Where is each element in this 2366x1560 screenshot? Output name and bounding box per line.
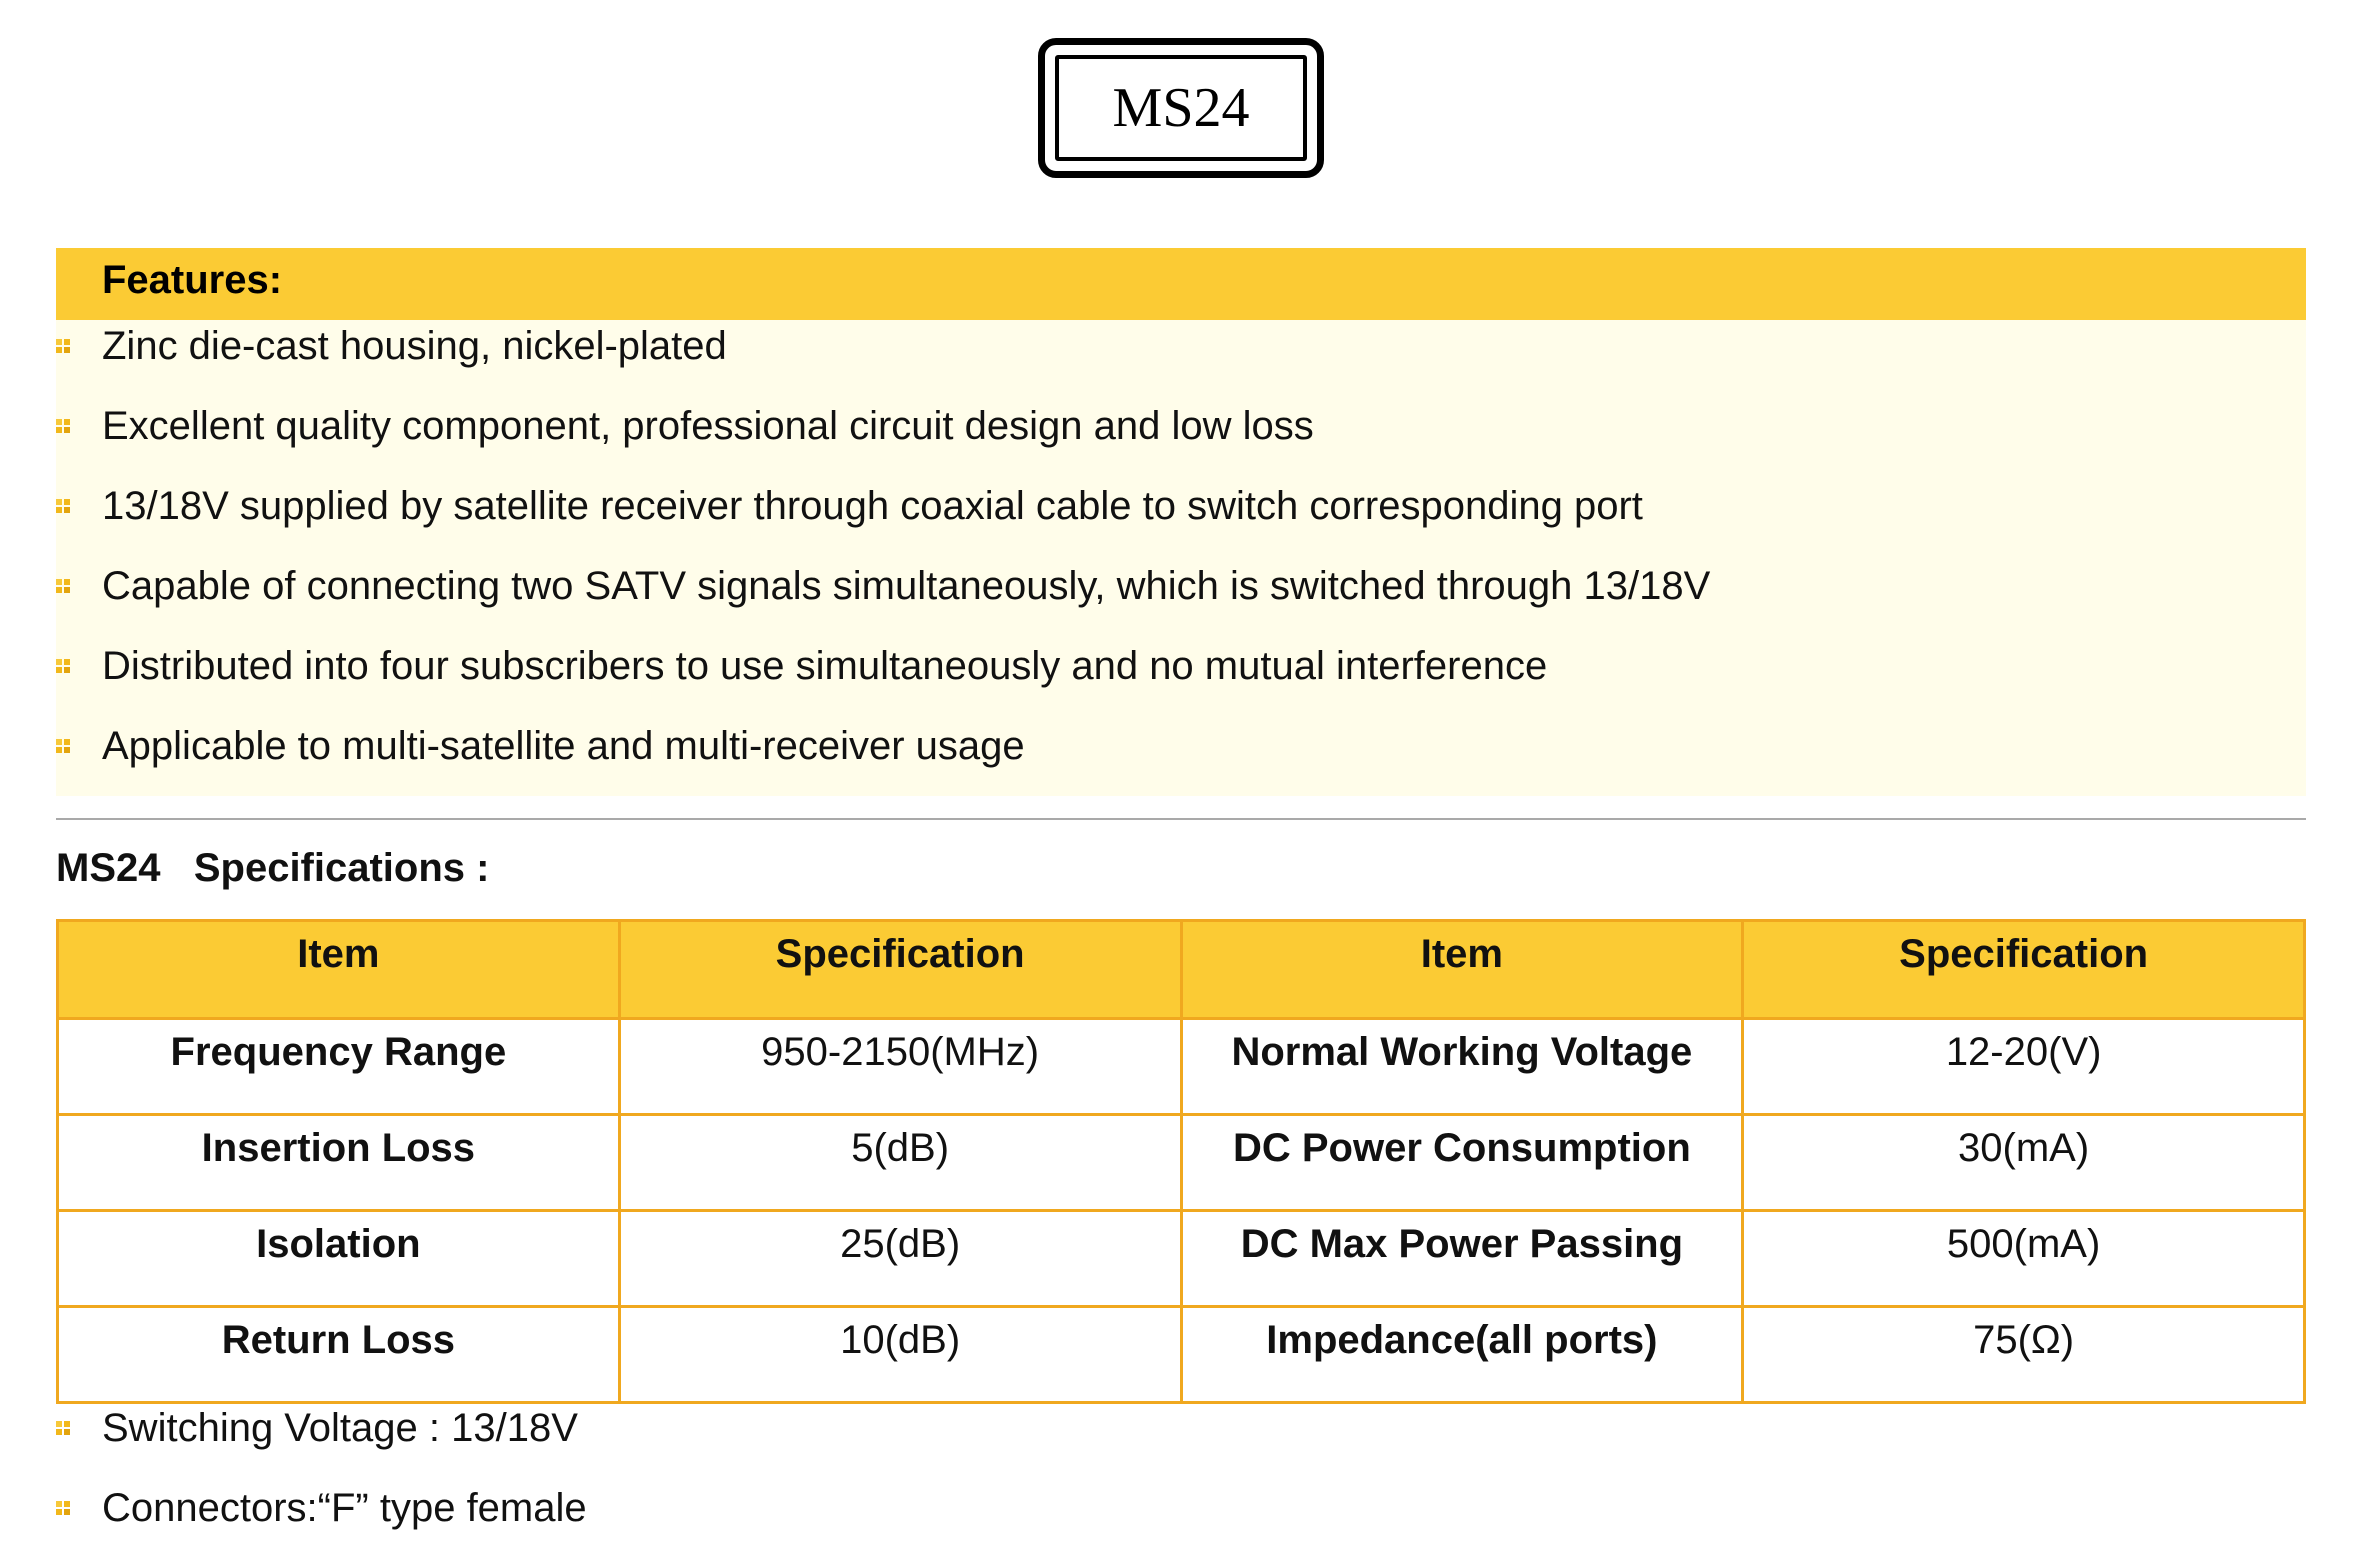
feature-text: Applicable to multi-satellite and multi-receiver usage [102,723,1025,768]
table-row [58,1211,2305,1307]
feature-item [56,476,1643,536]
feature-text: Excellent quality component, professional circuit design and low loss [102,403,1314,448]
feature-text: Distributed into four subscribers to use simultaneously and no mutual interference [102,643,1548,688]
spec-item-label: Impedance(all ports) [1181,1307,1743,1403]
features-header-bar [56,248,2306,320]
bullet-icon [56,739,70,753]
section-divider [56,818,2306,820]
feature-text: Zinc die-cast housing, nickel-plated [102,323,727,368]
spec-item-label: Frequency Range [58,1019,620,1115]
features-panel [56,248,2306,796]
bullet-icon [56,659,70,673]
table-row [58,1307,2305,1403]
feature-item [56,396,1314,456]
feature-item [56,316,727,376]
note-text: Connectors:“F” type female [102,1485,587,1530]
spec-item-label: Isolation [58,1211,620,1307]
table-row [58,1115,2305,1211]
feature-item [56,716,1025,776]
spec-item-label: Normal Working Voltage [1181,1019,1743,1115]
bullet-icon [56,499,70,513]
spec-value: 30(mA) [1743,1115,2305,1211]
bullet-icon [56,1421,70,1435]
model-badge [1038,38,1324,178]
feature-item [56,556,1710,616]
spec-value: 10(dB) [619,1307,1181,1403]
note-text: Switching Voltage : 13/18V [102,1405,578,1450]
spec-value: 25(dB) [619,1211,1181,1307]
specifications-title: MS24 Specifications : [56,846,490,890]
spec-item-label: Insertion Loss [58,1115,620,1211]
spec-value: 75(Ω) [1743,1307,2305,1403]
note-item [56,1478,587,1538]
spec-item-label: Return Loss [58,1307,620,1403]
feature-item [56,636,1547,696]
column-header-item: Item [58,921,620,1019]
bullet-icon [56,419,70,433]
feature-text: Capable of connecting two SATV signals simultaneously, which is switched through 13/18V [102,563,1711,608]
features-heading: Features: [102,258,283,302]
bullet-icon [56,339,70,353]
spec-item-label: DC Max Power Passing [1181,1211,1743,1307]
column-header-specification: Specification [619,921,1181,1019]
spec-value: 5(dB) [619,1115,1181,1211]
table-header-row [58,921,2305,1019]
model-badge-text: MS24 [1055,55,1307,161]
column-header-item: Item [1181,921,1743,1019]
bullet-icon [56,579,70,593]
bullet-icon [56,1501,70,1515]
column-header-specification: Specification [1743,921,2305,1019]
note-item [56,1398,578,1458]
spec-value: 500(mA) [1743,1211,2305,1307]
specifications-table [56,919,2306,1404]
spec-value: 12-20(V) [1743,1019,2305,1115]
spec-value: 950-2150(MHz) [619,1019,1181,1115]
spec-item-label: DC Power Consumption [1181,1115,1743,1211]
feature-text: 13/18V supplied by satellite receiver through coaxial cable to switch corresponding port [102,483,1643,528]
table-row [58,1019,2305,1115]
